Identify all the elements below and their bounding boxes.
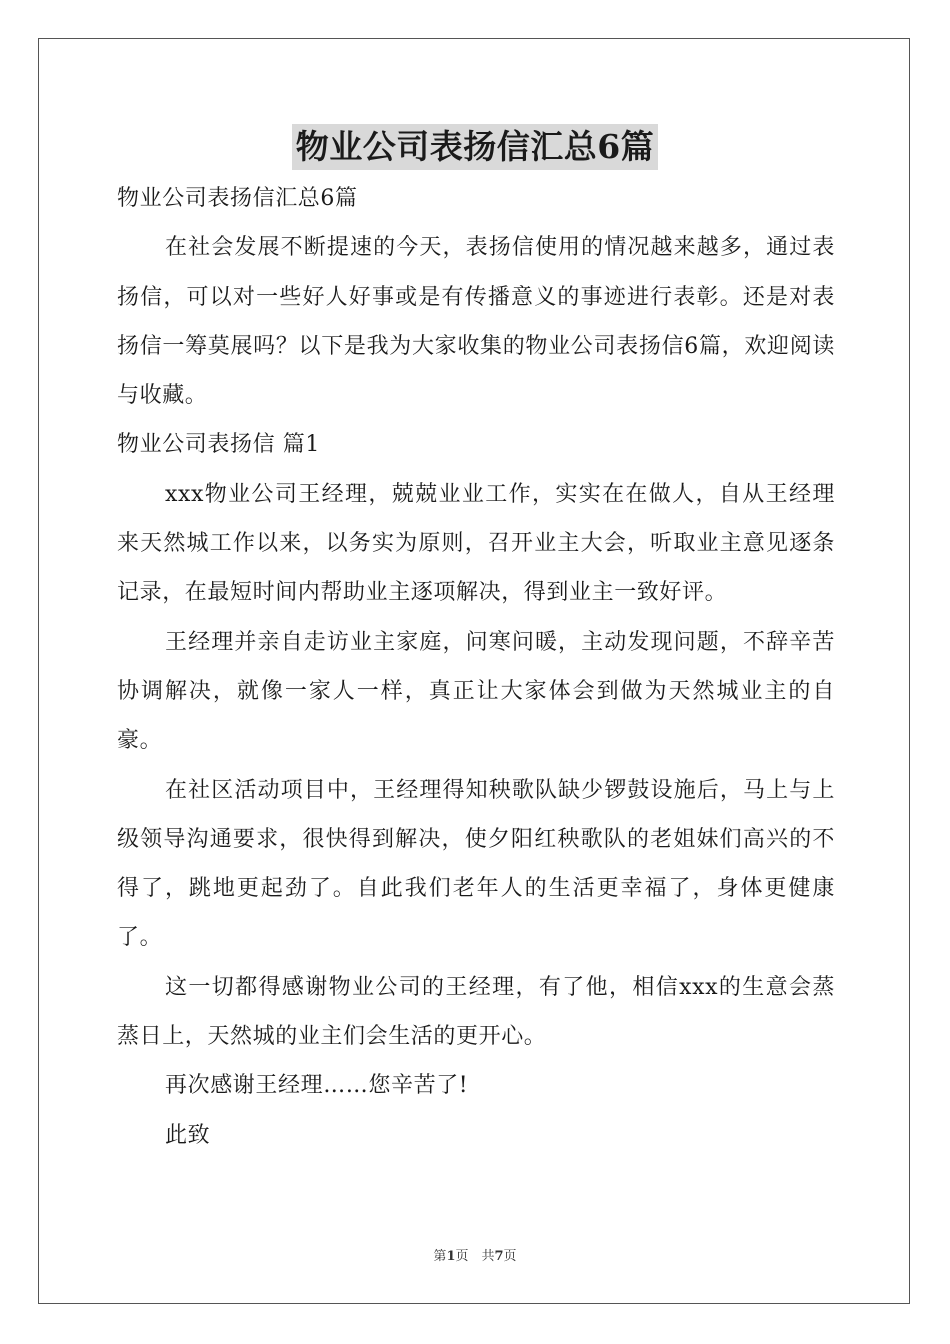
closing-line: 此致 bbox=[165, 1122, 211, 1148]
body-paragraph: xxx物业公司王经理，兢兢业业工作，实实在在做人，自从王经理来天然城工作以来，以务实为原则，召开业主大会，听取业主意见逐条记录，在最短时间内帮助业主逐项解决，得到业主一致好评。 bbox=[117, 481, 835, 606]
footer-page-prefix: 第 bbox=[433, 1249, 447, 1264]
page-footer bbox=[0, 1248, 950, 1266]
body-paragraph: 再次感谢王经理……您辛苦了! bbox=[165, 1073, 469, 1099]
footer-page-mid: 页 共 bbox=[455, 1249, 495, 1264]
body-paragraph: 王经理并亲自走访业主家庭，问寒问暖，主动发现问题，不辞辛苦协调解决，就像一家人一样，真正让大家体会到做为天然城业主的自豪。 bbox=[117, 629, 835, 754]
subtitle-line: 物业公司表扬信汇总6篇 bbox=[117, 186, 358, 211]
footer-current-page: 1 bbox=[446, 1249, 456, 1264]
section-heading: 物业公司表扬信 篇1 bbox=[117, 432, 320, 458]
document-body bbox=[117, 174, 835, 1160]
body-paragraph: 在社区活动项目中，王经理得知秧歌队缺少锣鼓设施后，马上与上级领导沟通要求，很快得到解决，使夕阳红秧歌队的老姐妹们高兴的不得了，跳地更起劲了。自此我们老年人的生活更幸福了，身体更健康了。 bbox=[117, 777, 835, 951]
title-container bbox=[0, 124, 950, 170]
footer-page-suffix: 页 bbox=[503, 1249, 517, 1264]
footer-total-pages: 7 bbox=[494, 1249, 504, 1264]
document-title: 物业公司表扬信汇总6篇 bbox=[292, 124, 658, 170]
intro-paragraph: 在社会发展不断提速的今天，表扬信使用的情况越来越多，通过表扬信，可以对一些好人好事或是有传播意义的事迹进行表彰。还是对表扬信一筹莫展吗？以下是我为大家收集的物业公司表扬信6篇，欢迎阅读与收藏。 bbox=[117, 235, 835, 409]
body-paragraph: 这一切都得感谢物业公司的王经理，有了他，相信xxx的生意会蒸蒸日上，天然城的业主们会生活的更开心。 bbox=[117, 974, 835, 1050]
